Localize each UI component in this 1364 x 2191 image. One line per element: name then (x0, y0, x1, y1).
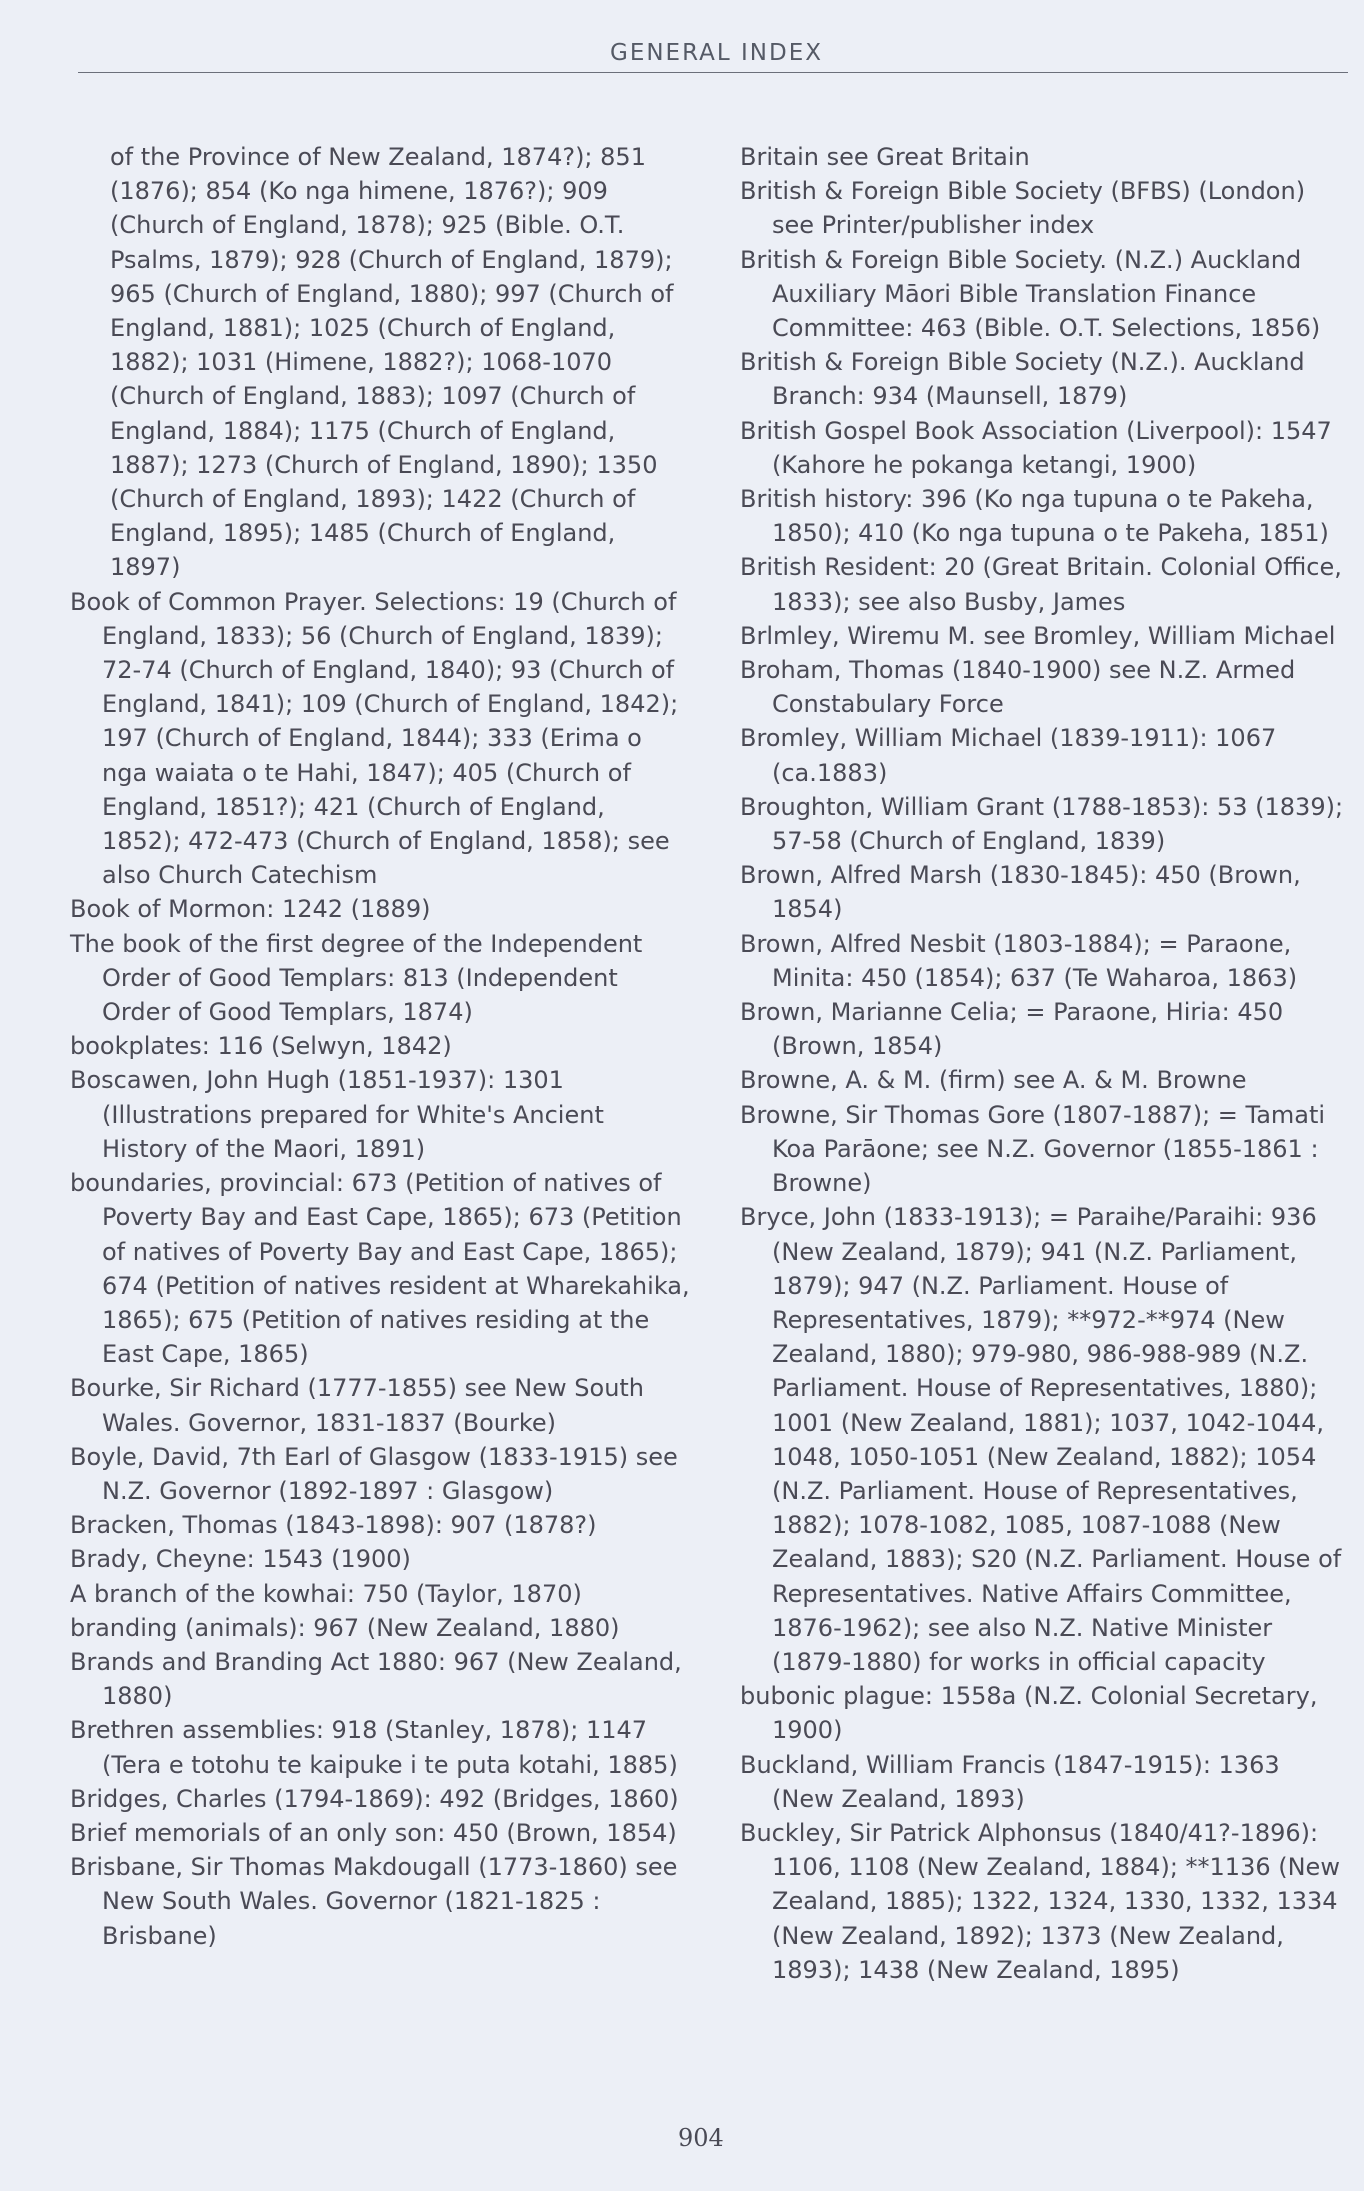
page-header: GENERAL INDEX (610, 40, 823, 66)
index-entry: Buckland, William Francis (1847-1915): 1363 (New Zealand, 1893) (740, 1750, 1280, 1813)
index-entry: Brethren assemblies: 918 (Stanley, 1878); 1147 (Tera e totohu te kaipuke i te puta kotahi, 1885) (70, 1716, 678, 1779)
index-entry: British & Foreign Bible Society (BFBS) (London) see Printer/publisher index (740, 177, 1306, 240)
index-entry: Browne, Sir Thomas Gore (1807-1887); = Tamati Koa Parāone; see N.Z. Governor (1855-1861 : Browne) (740, 1100, 1326, 1198)
index-entry: A branch of the kowhai: 750 (Taylor, 1870) (70, 1579, 582, 1608)
index-entry: Britain see Great Britain (740, 143, 1030, 171)
index-entry: Bromley, William Michael (1839-1911): 1067 (ca.1883) (740, 724, 1277, 787)
index-entry: British & Foreign Bible Society. (N.Z.) Auckland Auxiliary Māori Bible Translation Finance Committee: 463 (Bible. O.T. Selections, 1856) (740, 245, 1321, 343)
index-entry: bubonic plague: 1558a (N.Z. Colonial Secretary, 1900) (740, 1682, 1318, 1745)
index-entry: British Gospel Book Association (Liverpool): 1547 (Kahore he pokanga ketangi, 1900) (740, 416, 1332, 479)
index-entry: branding (animals): 967 (New Zealand, 1880) (70, 1613, 620, 1642)
header-rule (78, 72, 1348, 73)
index-entry: Bryce, John (1833-1913); = Paraihe/Paraihi: 936 (New Zealand, 1879); 941 (N.Z. Parliament, 1879); 947 (N.Z. Parliament. House of Representatives, 1879); **972-**974 (New Zealand, 1880); 979-980, 986-988-989 (N.Z. Parliament. House of Representatives, 1880); 1001 (New Zealand, 1881); 1037, 1042-1044, 1048, 1050-1051 (New Zealand, 1882); 1054 (N.Z. Parliament. House of Representatives, 1882); 1078-1082, 1085, 1087-1088 (New Zealand, 1883); S20 (N.Z. Parliament. House of Representatives. Native Affairs Committee, 1876-1962); see also N.Z. Native Minister (1879-1880) for works in official capacity (740, 1203, 1342, 1676)
index-entry: Brief memorials of an only son: 450 (Brown, 1854) (70, 1818, 677, 1847)
page-number: 904 (678, 2124, 724, 2152)
index-entry: British & Foreign Bible Society (N.Z.). Auckland Branch: 934 (Maunsell, 1879) (740, 348, 1305, 411)
index-entry: Book of Mormon: 1242 (1889) (70, 895, 431, 924)
index-entry: Boscawen, John Hugh (1851-1937): 1301 (Illustrations prepared for White's Ancient History of the Maori, 1891) (70, 1066, 604, 1163)
left-column (70, 140, 690, 1953)
index-entry: Book of Common Prayer. Selections: 19 (Church of England, 1833); 56 (Church of England, 1839); 72-74 (Church of England, 1840); 93 (Church of England, 1841); 109 (Church of England, 1842); 197 (Church of England, 1844); 333 (Erima o nga waiata o te Hahi, 1847); 405 (Church of England, 1851?); 421 (Church of England, 1852); 472-473 (Church of England, 1858); see also Church Catechism (70, 587, 679, 890)
index-entry: Brown, Marianne Celia; = Paraone, Hiria: 450 (Brown, 1854) (740, 998, 1284, 1061)
index-entry: Bracken, Thomas (1843-1898): 907 (1878?) (70, 1511, 597, 1540)
index-entry: Broughton, William Grant (1788-1853): 53 (1839); 57-58 (Church of England, 1839) (740, 792, 1344, 856)
index-entry: Brady, Cheyne: 1543 (1900) (70, 1545, 411, 1574)
index-entry: Broham, Thomas (1840-1900) see N.Z. Armed Constabulary Force (740, 656, 1296, 719)
index-entry: bookplates: 116 (Selwyn, 1842) (70, 1032, 452, 1061)
right-column (740, 140, 1345, 1987)
index-entry: Bourke, Sir Richard (1777-1855) see New South Wales. Governor, 1831-1837 (Bourke) (70, 1374, 645, 1437)
index-entry: Buckley, Sir Patrick Alphonsus (1840/41?-1896): 1106, 1108 (New Zealand, 1884); **1136 (New Zealand, 1885); 1322, 1324, 1330, 1332, 1334 (New Zealand, 1892); 1373 (New Zealand, 1893); 1438 (New Zealand, 1895) (740, 1818, 1340, 1984)
index-entry: of the Province of New Zealand, 1874?); 851 (1876); 854 (Ko nga himene, 1876?); 909 (Church of England, 1878); 925 (Bible. O.T. Psalms, 1879); 928 (Church of England, 1879); 965 (Church of England, 1880); 997 (Church of England, 1881); 1025 (Church of England, 1882); 1031 (Himene, 1882?); 1068-1070 (Church of England, 1883); 1097 (Church of England, 1884); 1175 (Church of England, 1887); 1273 (Church of England, 1890); 1350 (Church of England, 1893); 1422 (Church of England, 1895); 1485 (Church of England, 1897) (110, 143, 674, 582)
index-entry: Brisbane, Sir Thomas Makdougall (1773-1860) see New South Wales. Governor (1821-1825 : Brisbane) (70, 1853, 678, 1950)
index-entry: Brown, Alfred Nesbit (1803-1884); = Paraone, Minita: 450 (1854); 637 (Te Waharoa, 1863) (740, 929, 1298, 992)
index-entry: Brands and Branding Act 1880: 967 (New Zealand, 1880) (70, 1647, 682, 1711)
index-entry: British Resident: 20 (Great Britain. Colonial Office, 1833); see also Busby, James (740, 553, 1342, 616)
index-entry: British history: 396 (Ko nga tupuna o te Pakeha, 1850); 410 (Ko nga tupuna o te Pakeha, 1851) (740, 485, 1329, 548)
index-entry: boundaries, provincial: 673 (Petition of natives of Poverty Bay and East Cape, 1865); 673 (Petition of natives of Poverty Bay and East Cape, 1865); 674 (Petition of natives resident at Wharekahika, 1865); 675 (Petition of natives residing at the East Cape, 1865) (70, 1169, 690, 1369)
index-entry: Brlmley, Wiremu M. see Bromley, William Michael (740, 621, 1336, 650)
index-entry: Bridges, Charles (1794-1869): 492 (Bridges, 1860) (70, 1784, 679, 1813)
index-entry: Boyle, David, 7th Earl of Glasgow (1833-1915) see N.Z. Governor (1892-1897 : Glasgow) (70, 1442, 678, 1505)
index-entry: Browne, A. & M. (firm) see A. & M. Browne (740, 1066, 1247, 1095)
index-entry: Brown, Alfred Marsh (1830-1845): 450 (Brown, 1854) (740, 861, 1301, 924)
index-entry: The book of the first degree of the Independent Order of Good Templars: 813 (Independent Order of Good Templars, 1874) (70, 929, 643, 1027)
